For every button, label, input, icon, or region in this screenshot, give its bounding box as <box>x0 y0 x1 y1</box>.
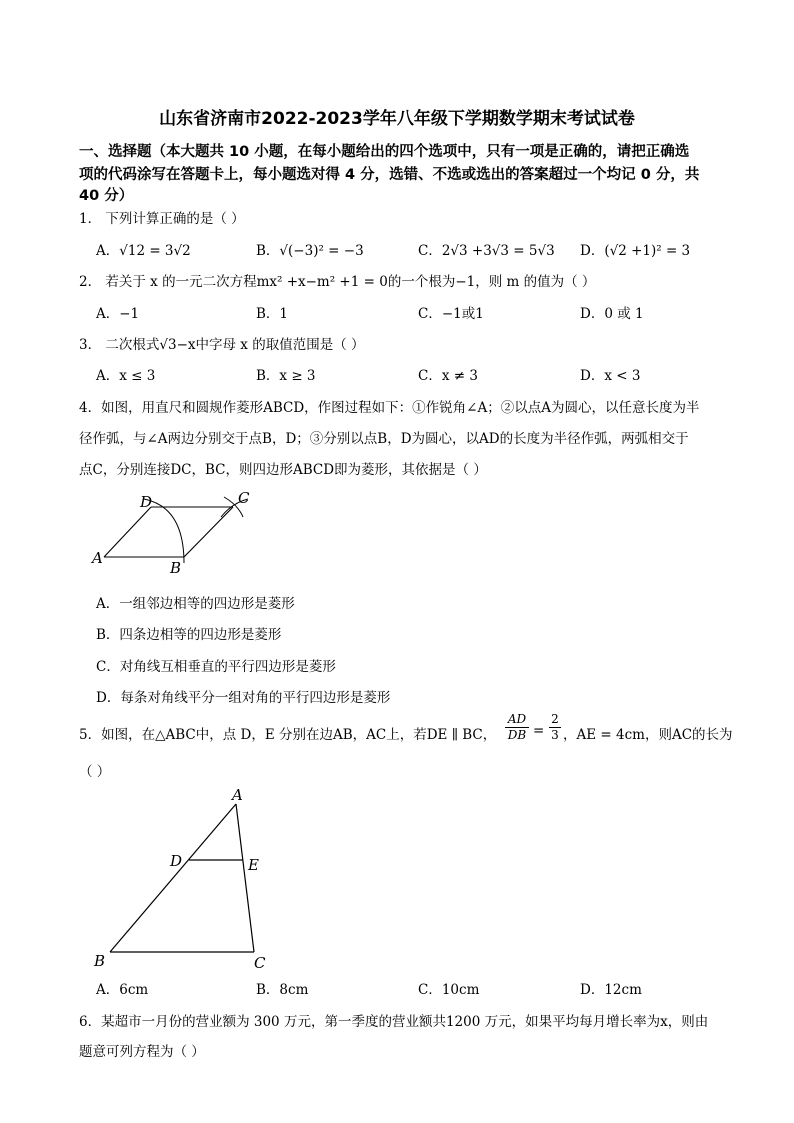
question-4-line2: 径作弧，与∠A两边分别交于点B，D；③分别以点B，D为圆心，以AD的长度为半径作弧，两弧相交于 <box>79 431 689 447</box>
question-3-option-c: C．x ≠ 3 <box>418 368 478 384</box>
label-b: B <box>170 559 182 577</box>
question-2-option-d: D．0 或 1 <box>580 306 644 322</box>
question-3-option-b: B．x ≥ 3 <box>256 368 316 384</box>
label-a: A <box>92 549 103 567</box>
side-ab <box>110 804 236 952</box>
side-ad <box>104 507 151 557</box>
question-3-stem: 3． 二次根式√3−x中字母 x 的取值范围是（ ） <box>79 337 365 353</box>
label-a: A <box>232 786 243 804</box>
question-4-line3: 点C，分别连接DC，BC，则四边形ABCD即为菱形，其依据是（ ） <box>79 462 487 478</box>
question-4-option-d: D．每条对角线平分一组对角的平行四边形是菱形 <box>96 690 391 706</box>
section-heading-line3: 40 分） <box>79 188 134 204</box>
question-5-option-b: B．8cm <box>256 982 309 998</box>
fraction-ad-db <box>505 712 529 743</box>
section-heading-line1: 一、选择题（本大题共 10 小题，在每小题给出的四个选项中，只有一项是正确的，请把正确选 <box>79 144 690 160</box>
question-3-option-a: A．x ≤ 3 <box>96 368 156 384</box>
triangle-figure <box>88 780 278 975</box>
label-e: E <box>248 856 259 874</box>
question-2-option-b: B．1 <box>256 306 289 322</box>
question-4-option-c: C．对角线互相垂直的平行四边形是菱形 <box>96 659 336 675</box>
question-6-line2: 题意可列方程为（ ） <box>79 1044 205 1060</box>
question-5-option-c: C．10cm <box>418 982 480 998</box>
label-b: B <box>94 952 106 970</box>
label-d: D <box>170 852 183 870</box>
question-4-option-a: A．一组邻边相等的四边形是菱形 <box>96 596 295 612</box>
question-1-option-b: B．√(−3)² = −3 <box>256 243 364 259</box>
fraction-three: 3 <box>551 728 559 742</box>
question-1-stem: 1． 下列计算正确的是（ ） <box>79 211 245 227</box>
question-1-option-c: C．2√3 +3√3 = 5√3 <box>418 243 555 259</box>
side-bc <box>184 507 233 557</box>
rhombus-construction-figure <box>88 485 268 580</box>
fraction-two: 2 <box>549 712 561 728</box>
question-4-option-b: B．四条边相等的四边形是菱形 <box>96 627 282 643</box>
section-heading-line2: 项的代码涂写在答题卡上，每小题选对得 4 分，选错、不选或选出的答案超过一个均记 0 分，共 <box>79 167 700 183</box>
question-5-line2: （ ） <box>79 764 111 780</box>
label-c: C <box>254 954 266 972</box>
side-ac <box>236 804 254 952</box>
fraction-denominator: DB <box>507 728 527 742</box>
question-2-option-a: A．−1 <box>96 306 140 322</box>
question-6-line1: 6．某超市一月份的营业额为 300 万元，第一季度的营业额共1200 万元，如果平均每月增长率为x，则由 <box>79 1014 709 1030</box>
fraction-two-thirds <box>549 712 561 743</box>
question-1-option-d: D．(√2 +1)² = 3 <box>580 243 691 259</box>
question-4-line1: 4．如图，用直尺和圆规作菱形ABCD，作图过程如下：①作锐角∠A；②以点A为圆心，以任意长度为半 <box>79 400 700 416</box>
fraction-numerator: AD <box>505 712 529 728</box>
label-c: C <box>238 489 250 507</box>
question-5-line1-a: 5．如图，在△ABC中，点 D，E 分别在边AB，AC上，若DE ∥ BC， <box>79 727 497 743</box>
question-2-option-c: C．−1或1 <box>418 306 484 322</box>
label-d: D <box>140 493 153 511</box>
page-title: 山东省济南市2022-2023学年八年级下学期数学期末考试试卷 <box>159 109 635 129</box>
question-5-line1-b: ，AE = 4cm，则AC的长为 <box>563 727 733 743</box>
question-3-option-d: D．x < 3 <box>580 368 641 384</box>
question-5-option-d: D．12cm <box>580 982 642 998</box>
question-5-option-a: A．6cm <box>96 982 149 998</box>
equals-sign: = <box>533 723 545 739</box>
question-1-option-a: A．√12 = 3√2 <box>96 243 191 259</box>
question-2-stem: 2． 若关于 x 的一元二次方程mx² +x−m² +1 = 0的一个根为−1，则 m 的值为（ ） <box>79 274 596 290</box>
